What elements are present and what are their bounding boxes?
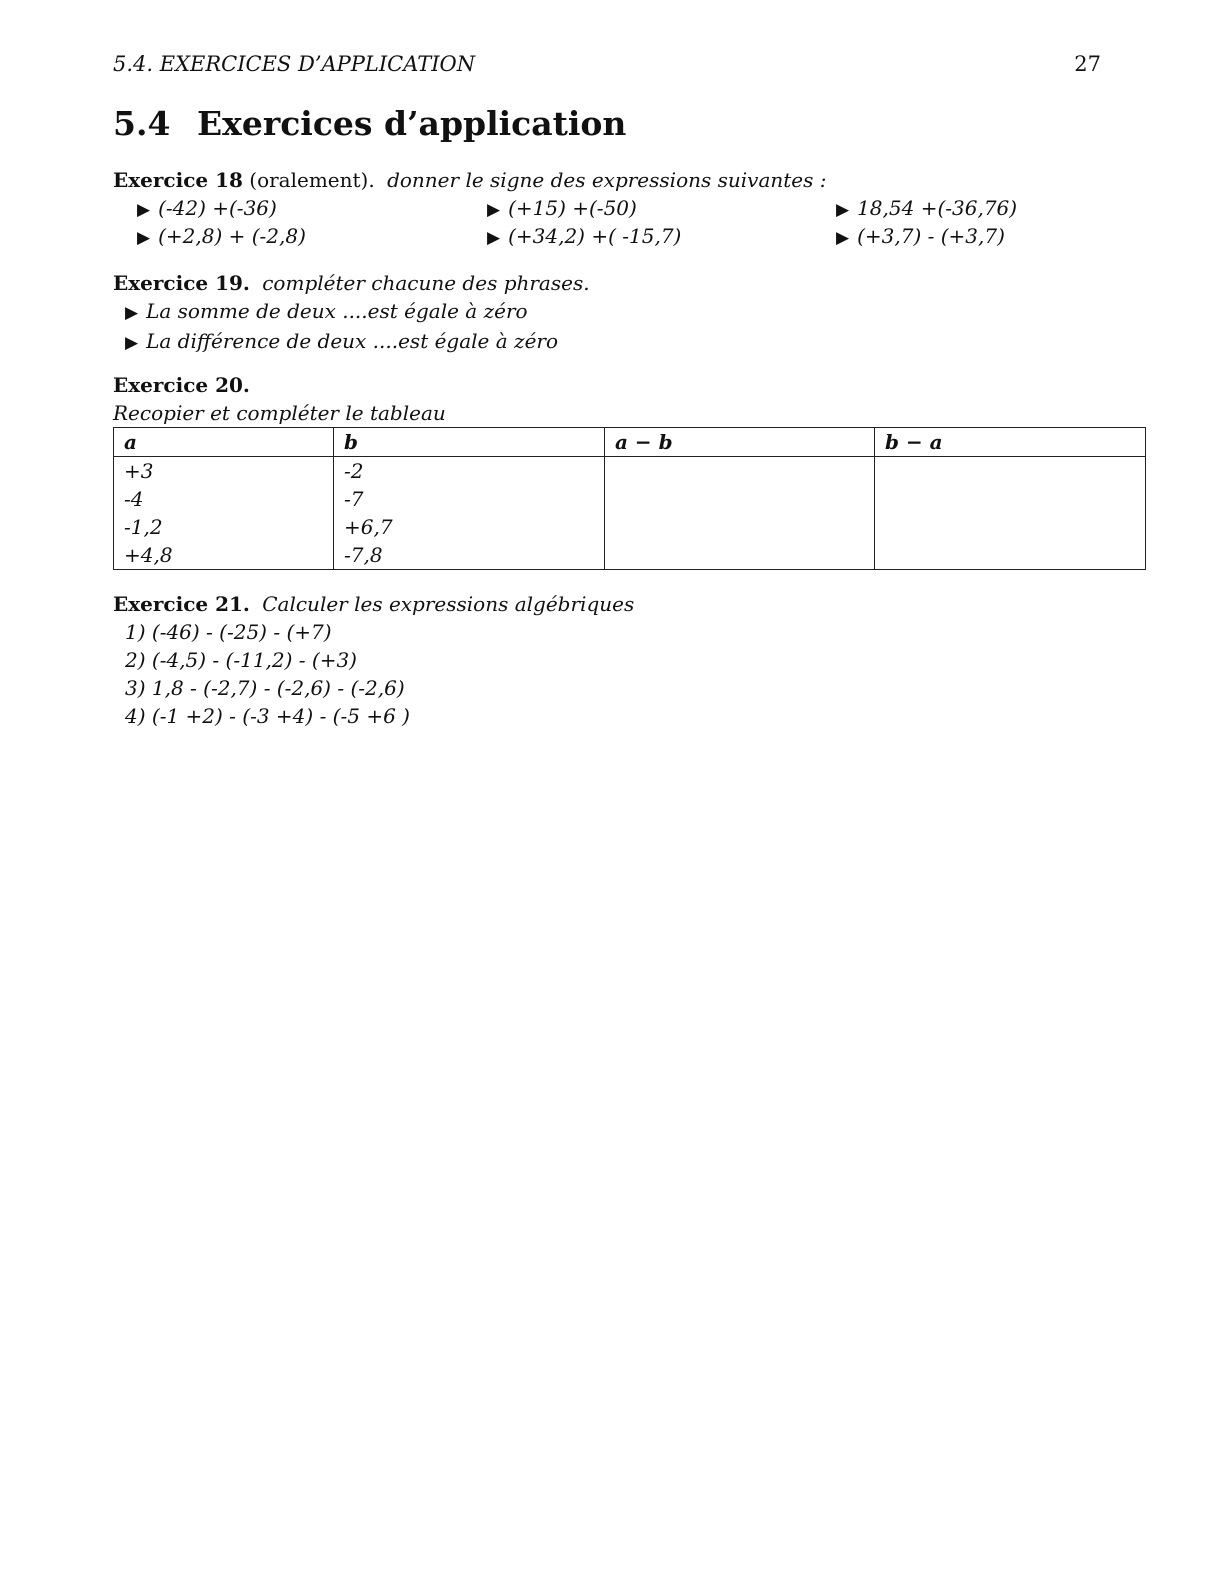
exercise-18-instruction: donner le signe des expressions suivantes : — [387, 168, 827, 192]
list-item: 2) (-4,5) - (-11,2) - (+3) — [125, 648, 357, 672]
table-cell — [875, 513, 1146, 541]
table-cell: -7 — [334, 485, 605, 513]
exercise-19-label: Exercice 19. — [113, 271, 250, 295]
table-cell: +4,8 — [114, 541, 334, 570]
list-item: ▶ (+34,2) +( -15,7) — [487, 224, 682, 248]
bullet-icon: ▶ — [125, 333, 139, 353]
table-cell — [875, 485, 1146, 513]
exercise-19-instruction: compléter chacune des phrases. — [262, 271, 590, 295]
bullet-icon: ▶ — [836, 200, 850, 220]
section-heading: Exercices d’application — [197, 104, 627, 143]
table-cell: +6,7 — [334, 513, 605, 541]
list-item: 4) (-1 +2) - (-3 +4) - (-5 +6 ) — [125, 704, 410, 728]
exercise-18 — [113, 166, 1145, 252]
table-cell: +3 — [114, 457, 334, 486]
table-cell — [605, 457, 875, 486]
bullet-icon: ▶ — [137, 228, 151, 248]
exercise-20 — [113, 371, 1145, 570]
exercise-19 — [113, 269, 1145, 357]
exercise-21-instruction: Calculer les expressions algébriques — [262, 592, 635, 616]
table-cell: -7,8 — [334, 541, 605, 570]
table-cell — [605, 541, 875, 570]
table-cell: -1,2 — [114, 513, 334, 541]
exercise-21-items — [113, 618, 1145, 730]
section-title — [113, 104, 626, 143]
list-item: ▶ (-42) +(-36) — [137, 196, 277, 220]
exercise-18-mode: (oralement). — [249, 168, 375, 192]
table-cell — [605, 513, 875, 541]
list-item: ▶ (+2,8) + (-2,8) — [137, 224, 306, 248]
bullet-icon: ▶ — [487, 200, 501, 220]
table-cell — [875, 541, 1146, 570]
column-header: a − b — [605, 428, 875, 457]
exercise-21-label: Exercice 21. — [113, 592, 250, 616]
exercise-20-label: Exercice 20. — [113, 373, 250, 397]
running-title: 5.4. EXERCICES D’APPLICATION — [113, 52, 476, 76]
exercise-21-heading — [113, 590, 1145, 618]
exercise-19-heading — [113, 269, 1145, 297]
table-row — [114, 541, 1146, 570]
exercise-19-items — [113, 297, 1145, 357]
table-cell — [875, 457, 1146, 486]
section-number: 5.4 — [113, 104, 171, 143]
exercise-18-items — [113, 194, 1145, 252]
exercise-21 — [113, 590, 1145, 730]
column-header: b − a — [875, 428, 1146, 457]
list-item: 1) (-46) - (-25) - (+7) — [125, 620, 332, 644]
list-item: 3) 1,8 - (-2,7) - (-2,6) - (-2,6) — [125, 676, 405, 700]
table-cell — [605, 485, 875, 513]
table-header-row — [114, 428, 1146, 457]
table-cell: -2 — [334, 457, 605, 486]
column-header: b — [334, 428, 605, 457]
list-item: ▶ 18,54 +(-36,76) — [836, 196, 1018, 220]
list-item: ▶ La différence de deux ....est égale à zéro — [125, 329, 559, 353]
column-header: a — [114, 428, 334, 457]
table-row — [114, 513, 1146, 541]
bullet-icon: ▶ — [487, 228, 501, 248]
table-cell: -4 — [114, 485, 334, 513]
exercise-20-table — [113, 427, 1146, 570]
page-number: 27 — [1074, 52, 1101, 76]
list-item: ▶ (+3,7) - (+3,7) — [836, 224, 1005, 248]
exercise-20-instruction: Recopier et compléter le tableau — [113, 401, 446, 425]
list-item: ▶ La somme de deux ....est égale à zéro — [125, 299, 528, 323]
exercise-18-label: Exercice 18 — [113, 168, 243, 192]
table-row — [114, 457, 1146, 486]
bullet-icon: ▶ — [125, 303, 139, 323]
table-row — [114, 485, 1146, 513]
exercise-20-heading — [113, 371, 1145, 399]
running-header — [113, 52, 1101, 76]
list-item: ▶ (+15) +(-50) — [487, 196, 637, 220]
exercise-18-heading — [113, 166, 1145, 194]
bullet-icon: ▶ — [137, 200, 151, 220]
bullet-icon: ▶ — [836, 228, 850, 248]
